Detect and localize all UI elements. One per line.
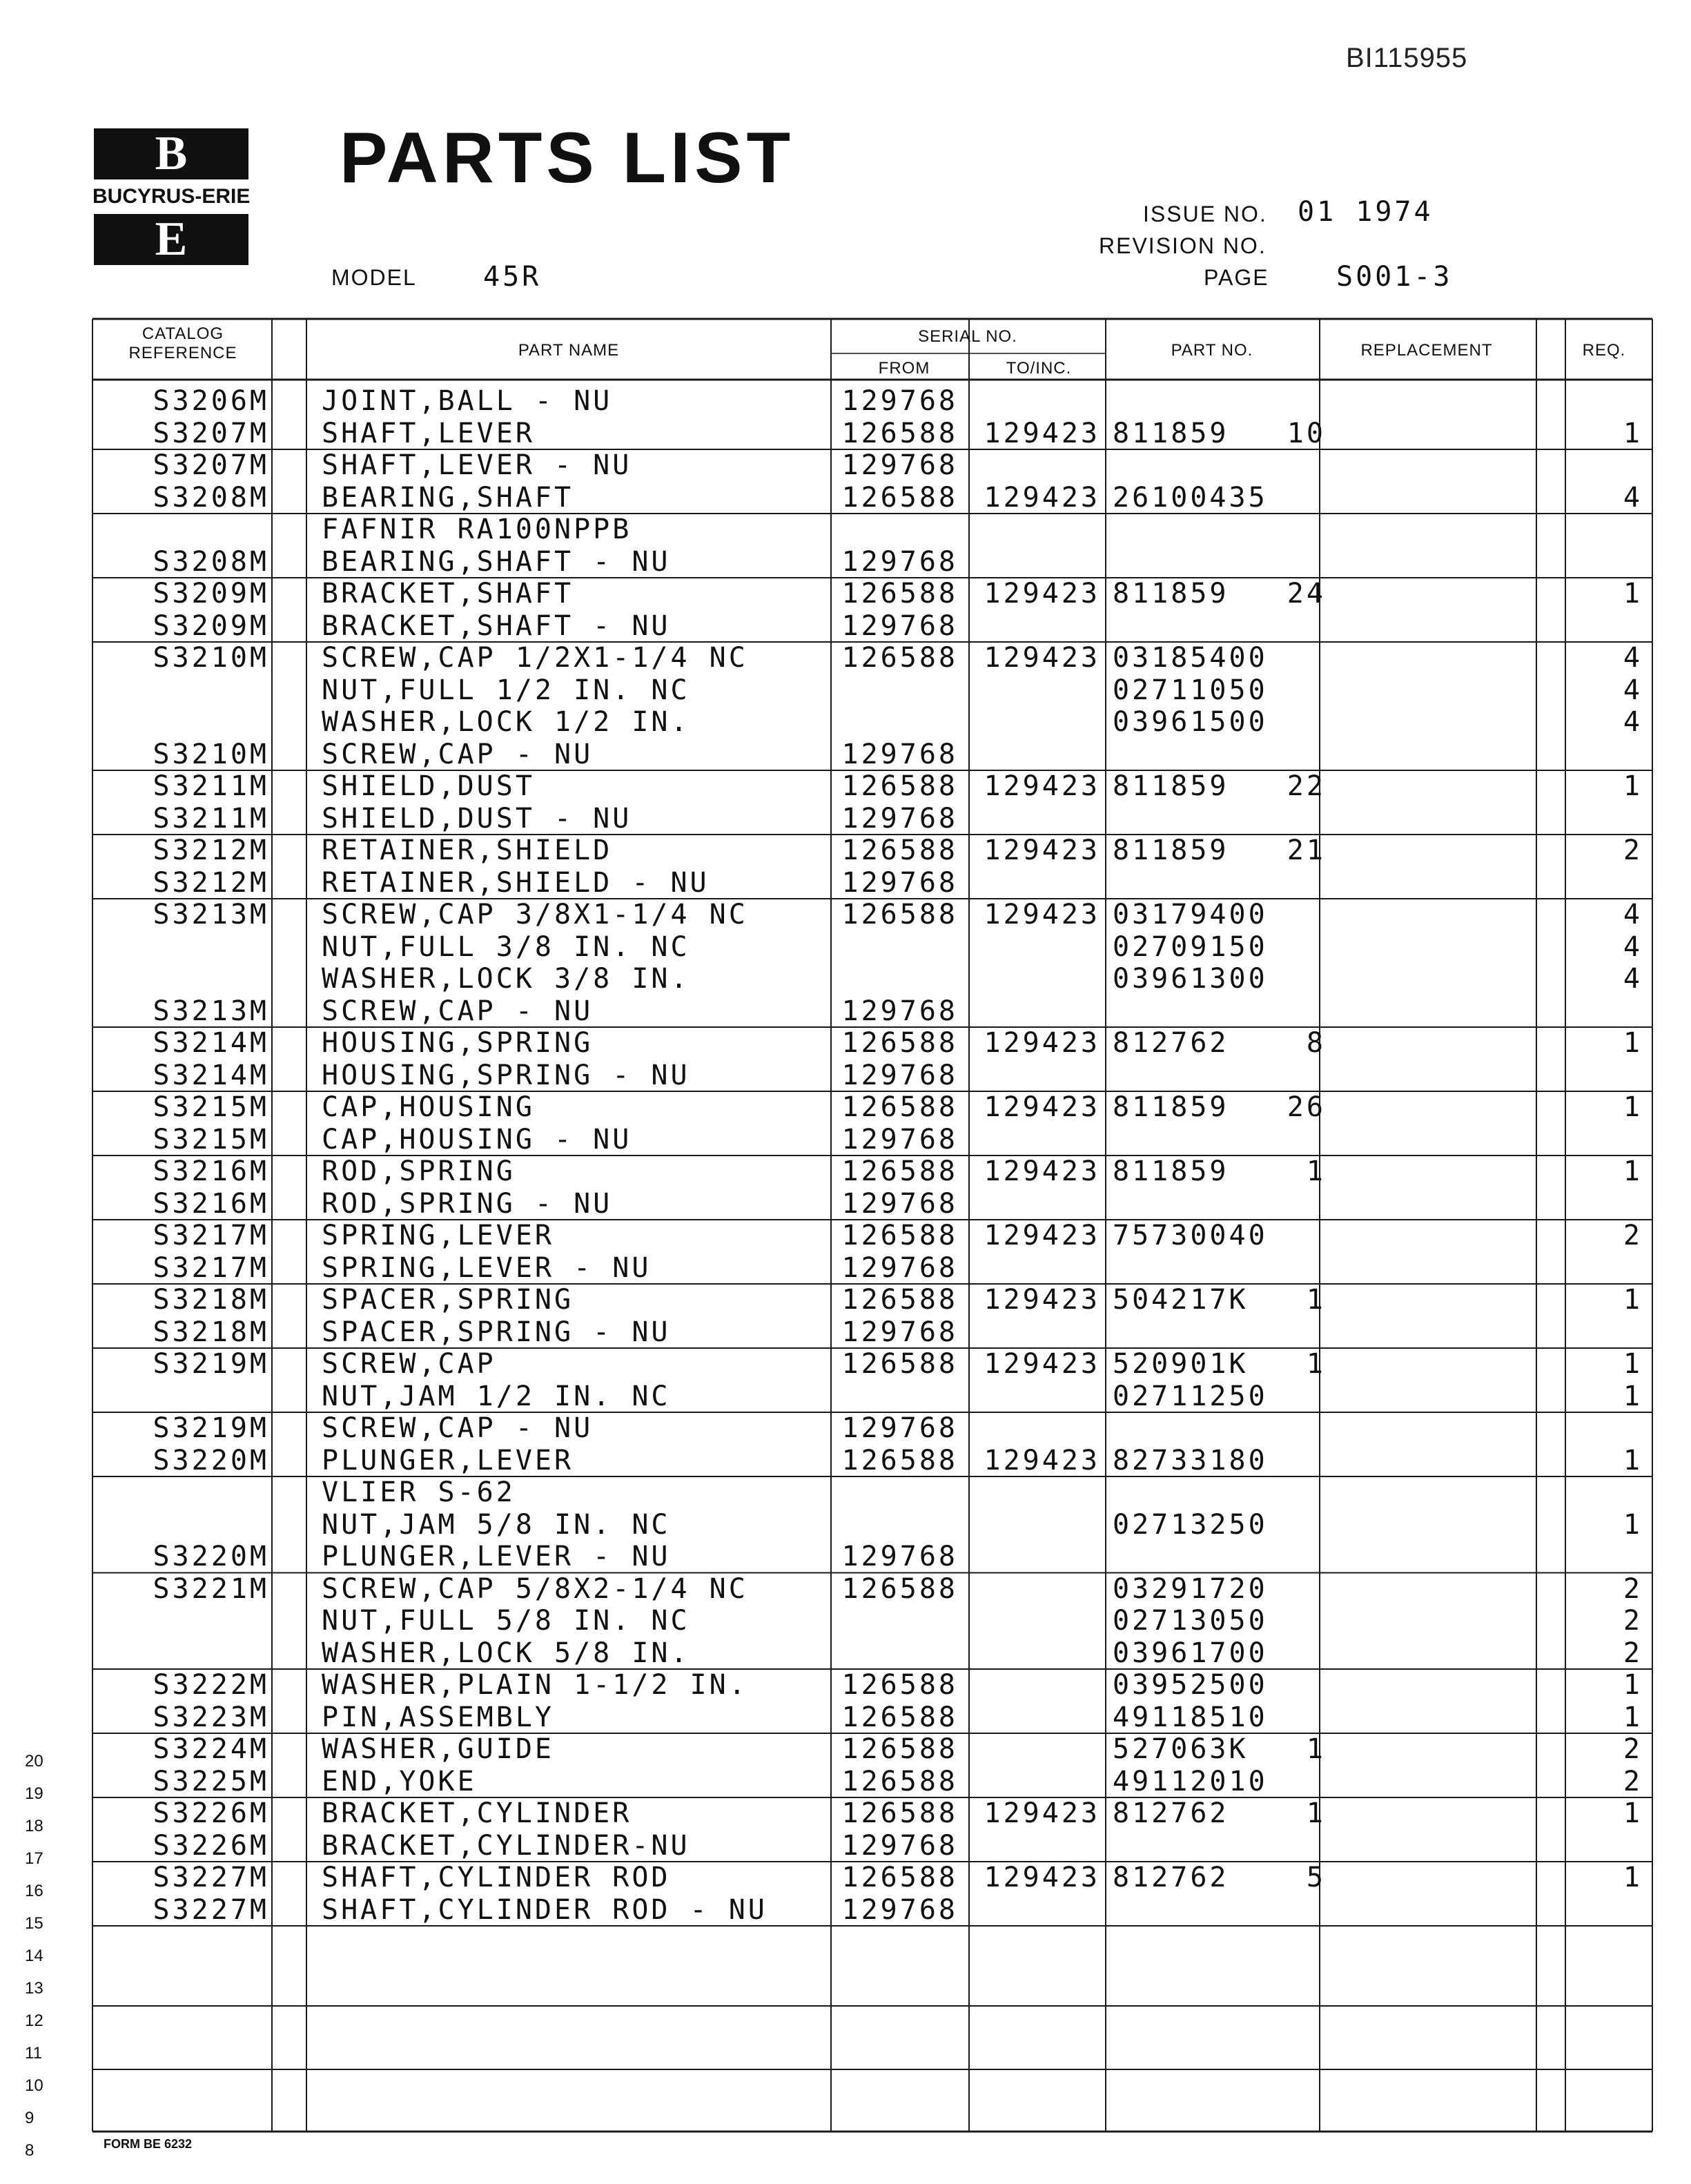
cell-to: 129423 (984, 770, 1100, 802)
cell-name: SHIELD,DUST (322, 770, 535, 802)
cell-req: 1 (1623, 1027, 1643, 1059)
cell-from: 129768 (841, 1412, 958, 1444)
cell-name: VLIER S-62 (322, 1476, 516, 1508)
cell-ref: S3208M (153, 545, 269, 578)
cell-to: 129423 (984, 835, 1100, 866)
cell-name: WASHER,LOCK 5/8 IN. (322, 1637, 690, 1669)
cell-ref: S3223M (153, 1701, 269, 1733)
cell-name: BRACKET,SHAFT (322, 578, 574, 610)
cell-to: 129423 (984, 642, 1100, 674)
cell-name: WASHER,PLAIN 1-1/2 IN. (322, 1669, 748, 1701)
cell-part: 49118510 (1113, 1701, 1268, 1733)
document-id: BI115955 (1346, 43, 1468, 73)
cell-from: 126588 (841, 1348, 958, 1380)
logo-letter-e: E (155, 213, 188, 266)
col-header-serial: SERIAL NO. (918, 327, 1017, 346)
cell-name: NUT,JAM 1/2 IN. NC (322, 1380, 671, 1412)
cell-name: BEARING,SHAFT (322, 481, 574, 514)
cell-from: 126588 (841, 770, 958, 802)
col-header-replacement: REPLACEMENT (1360, 341, 1493, 360)
cell-ref: S3216M (153, 1156, 269, 1187)
cell-part: 811859 22 (1113, 770, 1326, 802)
cell-part: 02711250 (1113, 1380, 1268, 1412)
col-header-from: FROM (878, 359, 930, 378)
cell-ref: S3214M (153, 1059, 269, 1091)
cell-part: 82733180 (1113, 1444, 1268, 1476)
margin-number: 15 (25, 1914, 43, 1933)
cell-to: 129423 (984, 1027, 1100, 1059)
cell-name: SHIELD,DUST - NU (322, 802, 632, 835)
cell-to: 129423 (984, 1156, 1100, 1187)
cell-name: SHAFT,CYLINDER ROD (322, 1862, 671, 1893)
cell-req: 2 (1623, 1637, 1643, 1669)
cell-from: 126588 (841, 1669, 958, 1701)
cell-to: 129423 (984, 1284, 1100, 1316)
cell-from: 126588 (841, 417, 958, 449)
logo-letter-b: B (155, 127, 188, 180)
margin-number: 14 (25, 1947, 43, 1965)
col-header-catalog-line2: REFERENCE (128, 344, 237, 362)
cell-from: 129768 (841, 610, 958, 642)
cell-name: FAFNIR RA100NPPB (322, 514, 632, 545)
cell-req: 4 (1623, 674, 1643, 706)
cell-to: 129423 (984, 899, 1100, 930)
margin-number: 11 (25, 2044, 42, 2063)
margin-number: 18 (25, 1817, 43, 1835)
cell-from: 126588 (841, 1733, 958, 1765)
cell-from: 126588 (841, 1797, 958, 1829)
cell-ref: S3217M (153, 1251, 269, 1284)
cell-name: CAP,HOUSING - NU (322, 1123, 632, 1156)
cell-from: 129768 (841, 1187, 958, 1220)
cell-name: SCREW,CAP - NU (322, 995, 594, 1027)
brand-logo-top (94, 128, 248, 179)
cell-req: 1 (1623, 417, 1643, 449)
cell-part: 02713250 (1113, 1508, 1268, 1541)
cell-name: SPRING,LEVER - NU (322, 1251, 652, 1284)
cell-ref: S3209M (153, 610, 269, 642)
cell-req: 1 (1623, 1091, 1643, 1123)
cell-part: 811859 10 (1113, 417, 1326, 449)
cell-from: 126588 (841, 835, 958, 866)
issue-label: ISSUE NO. (1143, 202, 1267, 226)
cell-from: 129768 (841, 995, 958, 1027)
cell-to: 129423 (984, 1348, 1100, 1380)
model-value: 45R (483, 261, 542, 293)
cell-name: SCREW,CAP 3/8X1-1/4 NC (322, 899, 748, 930)
cell-req: 1 (1623, 770, 1643, 802)
cell-name: SPRING,LEVER (322, 1220, 554, 1251)
cell-ref: S3218M (153, 1284, 269, 1316)
cell-from: 126588 (841, 1284, 958, 1316)
cell-name: SPACER,SPRING - NU (322, 1316, 671, 1348)
cell-part: 812762 5 (1113, 1862, 1326, 1893)
cell-ref: S3216M (153, 1187, 269, 1220)
cell-part: 812762 1 (1113, 1797, 1326, 1829)
cell-ref: S3222M (153, 1669, 269, 1701)
cell-part: 49112010 (1113, 1765, 1268, 1797)
cell-req: 1 (1623, 1348, 1643, 1380)
cell-ref: S3207M (153, 449, 269, 481)
cell-ref: S3212M (153, 866, 269, 899)
cell-ref: S3219M (153, 1412, 269, 1444)
col-header-part-no: PART NO. (1171, 341, 1253, 360)
cell-ref: S3212M (153, 835, 269, 866)
cell-name: BRACKET,CYLINDER (322, 1797, 632, 1829)
cell-from: 129768 (841, 866, 958, 899)
cell-from: 126588 (841, 1091, 958, 1123)
cell-part: 03961500 (1113, 706, 1268, 738)
cell-ref: S3214M (153, 1027, 269, 1059)
cell-name: ROD,SPRING - NU (322, 1187, 613, 1220)
cell-ref: S3226M (153, 1829, 269, 1862)
cell-name: WASHER,GUIDE (322, 1733, 554, 1765)
cell-name: SCREW,CAP - NU (322, 1412, 594, 1444)
revision-label: REVISION NO. (1099, 233, 1267, 258)
page-title: PARTS LIST (340, 118, 794, 198)
margin-number: 9 (25, 2109, 35, 2127)
margin-number: 10 (25, 2076, 43, 2095)
margin-number: 19 (25, 1784, 43, 1803)
cell-ref: S3213M (153, 899, 269, 930)
margin-number: 13 (25, 1979, 43, 1998)
cell-name: BRACKET,SHAFT - NU (322, 610, 671, 642)
cell-from: 126588 (841, 1765, 958, 1797)
cell-ref: S3210M (153, 738, 269, 770)
cell-part: 811859 1 (1113, 1156, 1326, 1187)
cell-req: 1 (1623, 578, 1643, 610)
cell-to: 129423 (984, 1862, 1100, 1893)
cell-req: 4 (1623, 899, 1643, 930)
margin-number: 16 (25, 1882, 43, 1900)
cell-from: 126588 (841, 481, 958, 514)
cell-ref: S3215M (153, 1091, 269, 1123)
cell-part: 26100435 (1113, 481, 1268, 514)
margin-number: 8 (25, 2141, 35, 2160)
cell-ref: S3211M (153, 802, 269, 835)
cell-part: 03185400 (1113, 642, 1268, 674)
cell-name: SHAFT,LEVER - NU (322, 449, 632, 481)
cell-ref: S3220M (153, 1444, 269, 1476)
cell-req: 1 (1623, 1284, 1643, 1316)
cell-name: SCREW,CAP 1/2X1-1/4 NC (322, 642, 748, 674)
cell-name: SPACER,SPRING (322, 1284, 574, 1316)
cell-from: 129768 (841, 1123, 958, 1156)
cell-ref: S3211M (153, 770, 269, 802)
cell-to: 129423 (984, 1091, 1100, 1123)
cell-from: 129768 (841, 1893, 958, 1926)
cell-part: 75730040 (1113, 1220, 1268, 1251)
cell-to: 129423 (984, 1220, 1100, 1251)
cell-to: 129423 (984, 481, 1100, 514)
cell-name: JOINT,BALL - NU (322, 385, 613, 417)
cell-req: 1 (1623, 1444, 1643, 1476)
cell-part: 504217K 1 (1113, 1284, 1326, 1316)
cell-name: SHAFT,LEVER (322, 417, 535, 449)
cell-from: 126588 (841, 578, 958, 610)
cell-part: 811859 26 (1113, 1091, 1326, 1123)
cell-from: 126588 (841, 1572, 958, 1605)
cell-name: HOUSING,SPRING (322, 1027, 594, 1059)
cell-part: 03961300 (1113, 963, 1268, 995)
cell-name: WASHER,LOCK 1/2 IN. (322, 706, 690, 738)
cell-req: 1 (1623, 1862, 1643, 1893)
cell-name: SCREW,CAP 5/8X2-1/4 NC (322, 1572, 748, 1605)
cell-part: 527063K 1 (1113, 1733, 1326, 1765)
cell-from: 126588 (841, 1444, 958, 1476)
cell-name: BEARING,SHAFT - NU (322, 545, 671, 578)
cell-from: 129768 (841, 802, 958, 835)
cell-req: 2 (1623, 1220, 1643, 1251)
cell-from: 129768 (841, 545, 958, 578)
issue-value: 01 1974 (1298, 196, 1434, 228)
cell-name: NUT,JAM 5/8 IN. NC (322, 1508, 671, 1541)
cell-part: 520901K 1 (1113, 1348, 1326, 1380)
margin-number: 12 (25, 2011, 43, 2030)
cell-ref: S3217M (153, 1220, 269, 1251)
cell-to: 129423 (984, 578, 1100, 610)
cell-ref: S3207M (153, 417, 269, 449)
cell-ref: S3227M (153, 1862, 269, 1893)
cell-ref: S3215M (153, 1123, 269, 1156)
cell-from: 129768 (841, 1251, 958, 1284)
cell-name: WASHER,LOCK 3/8 IN. (322, 963, 690, 995)
cell-req: 2 (1623, 1733, 1643, 1765)
cell-req: 2 (1623, 1605, 1643, 1637)
cell-ref: S3219M (153, 1348, 269, 1380)
cell-from: 129768 (841, 738, 958, 770)
form-number: FORM BE 6232 (104, 2137, 193, 2151)
cell-from: 129768 (841, 1541, 958, 1572)
cell-name: HOUSING,SPRING - NU (322, 1059, 690, 1091)
cell-ref: S3224M (153, 1733, 269, 1765)
cell-req: 1 (1623, 1508, 1643, 1541)
cell-name: SCREW,CAP (322, 1348, 496, 1380)
cell-name: SHAFT,CYLINDER ROD - NU (322, 1893, 768, 1926)
cell-name: PLUNGER,LEVER (322, 1444, 574, 1476)
page-label: PAGE (1204, 265, 1269, 290)
cell-name: RETAINER,SHIELD (322, 835, 613, 866)
cell-name: NUT,FULL 5/8 IN. NC (322, 1605, 690, 1637)
cell-name: END,YOKE (322, 1765, 477, 1797)
cell-part: 03961700 (1113, 1637, 1268, 1669)
cell-ref: S3221M (153, 1572, 269, 1605)
cell-name: PIN,ASSEMBLY (322, 1701, 554, 1733)
cell-to: 129423 (984, 417, 1100, 449)
cell-from: 126588 (841, 899, 958, 930)
cell-ref: S3226M (153, 1797, 269, 1829)
cell-ref: S3206M (153, 385, 269, 417)
cell-from: 126588 (841, 1701, 958, 1733)
cell-req: 1 (1623, 1797, 1643, 1829)
cell-part: 812762 8 (1113, 1027, 1326, 1059)
cell-name: CAP,HOUSING (322, 1091, 535, 1123)
cell-ref: S3208M (153, 481, 269, 514)
cell-ref: S3218M (153, 1316, 269, 1348)
cell-req: 2 (1623, 1572, 1643, 1605)
col-header-catalog (97, 324, 269, 363)
cell-part: 03952500 (1113, 1669, 1268, 1701)
cell-from: 129768 (841, 1059, 958, 1091)
cell-ref: S3220M (153, 1541, 269, 1572)
cell-part: 03179400 (1113, 899, 1268, 930)
cell-req: 1 (1623, 1380, 1643, 1412)
cell-name: ROD,SPRING (322, 1156, 516, 1187)
cell-to: 129423 (984, 1444, 1100, 1476)
cell-from: 129768 (841, 1829, 958, 1862)
cell-name: BRACKET,CYLINDER-NU (322, 1829, 690, 1862)
model-label: MODEL (331, 265, 417, 290)
cell-req: 2 (1623, 835, 1643, 866)
cell-req: 4 (1623, 706, 1643, 738)
col-header-part-name: PART NAME (518, 341, 620, 360)
cell-part: 811859 24 (1113, 578, 1326, 610)
cell-part: 02711050 (1113, 674, 1268, 706)
cell-from: 129768 (841, 449, 958, 481)
cell-req: 4 (1623, 963, 1643, 995)
cell-from: 126588 (841, 1862, 958, 1893)
cell-from: 126588 (841, 1220, 958, 1251)
col-header-req: REQ. (1582, 341, 1626, 360)
brand-logo-bottom (94, 214, 248, 265)
cell-req: 1 (1623, 1701, 1643, 1733)
cell-ref: S3210M (153, 642, 269, 674)
cell-req: 2 (1623, 1765, 1643, 1797)
cell-to: 129423 (984, 1797, 1100, 1829)
cell-req: 4 (1623, 481, 1643, 514)
cell-name: PLUNGER,LEVER - NU (322, 1541, 671, 1572)
cell-ref: S3227M (153, 1893, 269, 1926)
cell-from: 126588 (841, 1156, 958, 1187)
cell-from: 126588 (841, 1027, 958, 1059)
cell-req: 4 (1623, 642, 1643, 674)
margin-number: 20 (25, 1752, 43, 1771)
margin-number: 17 (25, 1849, 43, 1868)
cell-from: 129768 (841, 385, 958, 417)
cell-req: 4 (1623, 930, 1643, 963)
cell-name: NUT,FULL 1/2 IN. NC (322, 674, 690, 706)
col-header-catalog-line1: CATALOG (141, 324, 224, 343)
cell-ref: S3209M (153, 578, 269, 610)
cell-part: 03291720 (1113, 1572, 1268, 1605)
brand-name: BUCYRUS-ERIE (92, 185, 251, 208)
cell-from: 126588 (841, 642, 958, 674)
cell-req: 1 (1623, 1669, 1643, 1701)
cell-ref: S3213M (153, 995, 269, 1027)
cell-part: 811859 21 (1113, 835, 1326, 866)
col-header-to: TO/INC. (1006, 359, 1072, 378)
cell-name: SCREW,CAP - NU (322, 738, 594, 770)
cell-name: RETAINER,SHIELD - NU (322, 866, 710, 899)
cell-ref: S3225M (153, 1765, 269, 1797)
cell-from: 129768 (841, 1316, 958, 1348)
cell-part: 02713050 (1113, 1605, 1268, 1637)
page-value: S001-3 (1336, 261, 1453, 293)
cell-name: NUT,FULL 3/8 IN. NC (322, 930, 690, 963)
cell-part: 02709150 (1113, 930, 1268, 963)
cell-req: 1 (1623, 1156, 1643, 1187)
